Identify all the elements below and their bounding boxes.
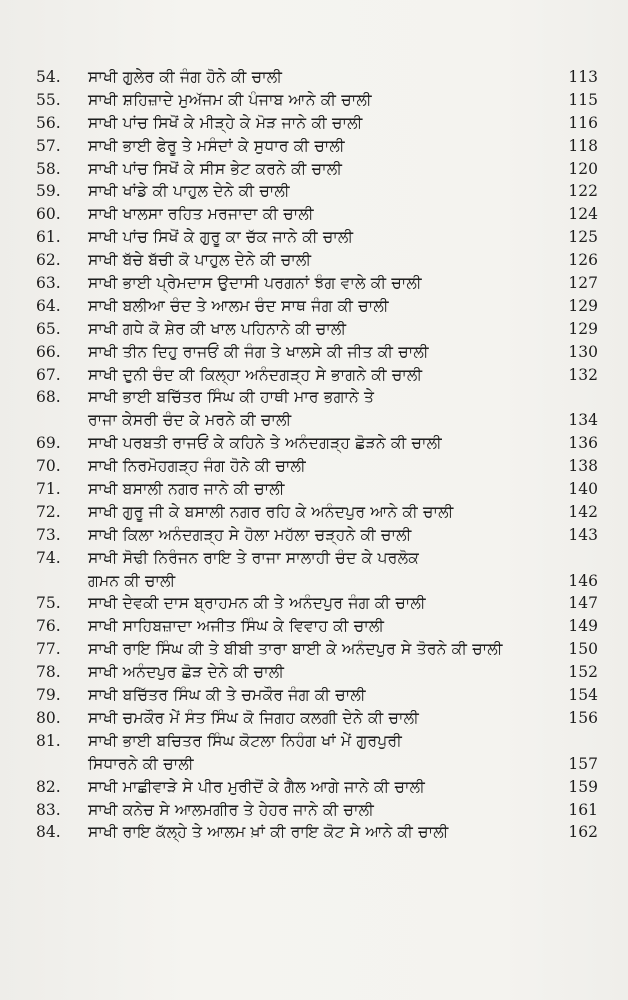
entry-number: 77. — [36, 640, 61, 659]
table-of-contents — [36, 66, 598, 844]
toc-entry-line — [36, 180, 598, 203]
toc-entry-line — [36, 478, 598, 501]
entry-number: 54. — [36, 68, 61, 86]
toc-entry-line — [36, 272, 598, 295]
toc-entry-line — [36, 753, 598, 776]
page-number: 162 — [568, 823, 598, 842]
entry-title: ਸਾਖੀ ਕਨੇਚ ਸੇ ਆਲਮਗੀਰ ਤੇ ਹੇਹਰ ਜਾਨੇ ਕੀ ਚਾਲੀ — [88, 800, 374, 819]
entry-title: ਸਾਖੀ ਬੱਚੇ ਬੱਚੀ ਕੋ ਪਾਹੁਲ ਦੇਨੇ ਕੀ ਚਾਲੀ — [88, 251, 312, 270]
toc-entry — [36, 364, 598, 387]
page-number: 132 — [568, 365, 598, 384]
toc-entry — [36, 295, 598, 318]
page-number: 147 — [568, 594, 598, 613]
toc-entry — [36, 180, 598, 203]
toc-entry-line — [36, 295, 598, 318]
entry-title: ਸਾਖੀ ਦੇਵਕੀ ਦਾਸ ਬ੍ਰਾਹਮਨ ਕੀ ਤੇ ਅਨੰਦਪੁਰ ਜੰਗ ਕੀ ਚਾਲੀ — [88, 594, 426, 613]
toc-entry-line — [36, 638, 598, 661]
entry-number: 60. — [36, 205, 61, 224]
toc-entry-line — [36, 226, 598, 249]
entry-title: ਸਾਖੀ ਮਾਛੀਵਾੜੇ ਸੇ ਪੀਰ ਮੁਰੀਦੋਂ ਕੇ ਗੈਲ ਆਗੇ ਜਾਨੇ ਕੀ ਚਾਲੀ — [88, 777, 425, 796]
toc-entry-line — [36, 592, 598, 615]
page-number: 149 — [568, 617, 598, 636]
entry-title: ਸਾਖੀ ਭਾਈ ਬਚਿੱਤਰ ਸਿੰਘ ਕੀ ਹਾਥੀ ਮਾਰ ਭਗਾਨੇ ਤੇ — [88, 388, 375, 407]
entry-title: ਸਾਖੀ ਖਾਲਸਾ ਰਹਿਤ ਮਰਜਾਦਾ ਕੀ ਚਾਲੀ — [88, 205, 314, 224]
page-number: 143 — [568, 525, 598, 544]
toc-entry-line — [36, 341, 598, 364]
toc-entry — [36, 249, 598, 272]
entry-title: ਸਾਖੀ ਗੁਲੇਰ ਕੀ ਜੰਗ ਹੋਨੇ ਕੀ ਚਾਲੀ — [88, 68, 283, 86]
toc-entry — [36, 341, 598, 364]
toc-entry — [36, 730, 598, 776]
toc-entry — [36, 203, 598, 226]
page-number: 157 — [568, 754, 598, 773]
toc-entry-line — [36, 821, 598, 844]
toc-entry — [36, 707, 598, 730]
page-number: 154 — [568, 686, 598, 705]
entry-title: ਸਾਖੀ ਤੀਨ ਦਿਹੁ ਰਾਜਓਂ ਕੀ ਜੰਗ ਤੇ ਖਾਲਸੇ ਕੀ ਜੀਤ ਕੀ ਚਾਲੀ — [88, 342, 429, 361]
entry-number: 79. — [36, 686, 61, 705]
entry-title: ਸਾਖੀ ਗੁਰੂ ਜੀ ਕੇ ਬਸਾਲੀ ਨਗਰ ਰਹਿ ਕੇ ਅਨੰਦਪੁਰ ਆਨੇ ਕੀ ਚਾਲੀ — [88, 502, 454, 521]
toc-entry-line — [36, 249, 598, 272]
entry-number: 81. — [36, 731, 61, 750]
page-number: 127 — [568, 274, 598, 293]
toc-entry — [36, 547, 598, 593]
entry-title: ਸਾਖੀ ਖਾਂਡੇ ਕੀ ਪਾਹੁਲ ਦੇਨੇ ਕੀ ਚਾਲੀ — [88, 182, 290, 201]
entry-number: 55. — [36, 90, 61, 109]
page-number: 150 — [568, 640, 598, 659]
page-number: 113 — [568, 68, 598, 86]
entry-title: ਸਾਖੀ ਨਿਰਮੋਹਗੜ੍ਹ ਜੰਗ ਹੋਨੇ ਕੀ ਚਾਲੀ — [88, 457, 306, 476]
page-number: 129 — [568, 296, 598, 315]
entry-title: ਸਾਖੀ ਦੁਨੀ ਚੰਦ ਕੀ ਕਿਲ੍ਹਾ ਅਨੰਦਗੜ੍ਹ ਸੇ ਭਾਗਨੇ ਕੀ ਚਾਲੀ — [88, 365, 423, 384]
toc-entry — [36, 501, 598, 524]
entry-number: 58. — [36, 159, 61, 178]
entry-number: 67. — [36, 365, 61, 384]
toc-entry — [36, 776, 598, 799]
toc-entry — [36, 592, 598, 615]
toc-entry — [36, 615, 598, 638]
toc-entry — [36, 455, 598, 478]
toc-entry — [36, 432, 598, 455]
entry-number: 74. — [36, 548, 61, 567]
toc-entry — [36, 661, 598, 684]
toc-entry — [36, 478, 598, 501]
entry-title: ਸਾਖੀ ਰਾਇ ਕੱਲ੍ਹੇ ਤੇ ਆਲਮ ਖ਼ਾਂ ਕੀ ਰਾਇ ਕੋਟ ਸੇ ਆਨੇ ਕੀ ਚਾਲੀ — [88, 823, 449, 842]
entry-title: ਸਾਖੀ ਬਸਾਲੀ ਨਗਰ ਜਾਨੇ ਕੀ ਚਾਲੀ — [88, 480, 285, 499]
page-number: 124 — [568, 205, 598, 224]
entry-title: ਸਾਖੀ ਪਾਂਚ ਸਿਖੋਂ ਕੇ ਗੁਰੂ ਕਾ ਚੱਕ ਜਾਨੇ ਕੀ ਚਾਲੀ — [88, 228, 354, 247]
toc-entry-line — [36, 89, 598, 112]
toc-entry — [36, 66, 598, 89]
entry-title: ਸਾਖੀ ਭਾਈ ਬਚਿਤਰ ਸਿੰਘ ਕੋਟਲਾ ਨਿਹੰਗ ਖਾਂ ਮੇਂ ਗੁਰਪੁਰੀ — [88, 731, 402, 750]
entry-title: ਸਾਖੀ ਸੋਢੀ ਨਿਰੰਜਨ ਰਾਇ ਤੇ ਰਾਜਾ ਸਾਲਾਹੀ ਚੰਦ ਕੇ ਪਰਲੋਕ — [88, 548, 420, 567]
page-number: 156 — [568, 708, 598, 727]
entry-number: 83. — [36, 800, 61, 819]
toc-entry-line — [36, 684, 598, 707]
entry-number: 80. — [36, 708, 61, 727]
entry-title: ਸਾਖੀ ਸਾਹਿਬਜ਼ਾਦਾ ਅਜੀਤ ਸਿੰਘ ਕੇ ਵਿਵਾਹ ਕੀ ਚਾਲੀ — [88, 617, 385, 636]
entry-title: ਸਾਖੀ ਗਧੇ ਕੋ ਸ਼ੇਰ ਕੀ ਖਾਲ ਪਹਿਨਾਨੇ ਕੀ ਚਾਲੀ — [88, 319, 347, 338]
toc-entry-line — [36, 364, 598, 387]
page-number: 140 — [568, 480, 598, 499]
entry-number: 69. — [36, 434, 61, 453]
entry-title: ਸਾਖੀ ਚਮਕੌਰ ਮੇਂ ਸੰਤ ਸਿੰਘ ਕੋ ਜਿਗਹ ਕਲਗੀ ਦੇਨੇ ਕੀ ਚਾਲੀ — [88, 708, 419, 727]
entry-number: 72. — [36, 502, 61, 521]
toc-entry-line — [36, 501, 598, 524]
toc-entry — [36, 524, 598, 547]
toc-entry-line — [36, 135, 598, 158]
entry-number: 82. — [36, 777, 61, 796]
entry-number: 56. — [36, 113, 61, 132]
toc-entry — [36, 638, 598, 661]
entry-number: 63. — [36, 274, 61, 293]
toc-entry — [36, 112, 598, 135]
entry-number: 61. — [36, 228, 61, 247]
toc-entry-line — [36, 707, 598, 730]
entry-title: ਸਾਖੀ ਪਾਂਚ ਸਿਖੋਂ ਕੇ ਮੀੜ੍ਹੇ ਕੇ ਮੋੜ ਜਾਨੇ ਕੀ ਚਾਲੀ — [88, 113, 363, 132]
entry-title: ਸਾਖੀ ਬਚਿੱਤਰ ਸਿੰਘ ਕੀ ਤੇ ਚਮਕੌਰ ਜੰਗ ਕੀ ਚਾਲੀ — [88, 686, 366, 705]
entry-number: 84. — [36, 823, 61, 842]
toc-entry-line — [36, 730, 598, 753]
entry-number: 62. — [36, 251, 61, 270]
page-number: 130 — [568, 342, 598, 361]
page-number: 146 — [568, 571, 598, 590]
page-number: 116 — [568, 113, 598, 132]
toc-entry-line — [36, 66, 598, 89]
toc-entry — [36, 799, 598, 822]
toc-entry — [36, 386, 598, 432]
page-number: 138 — [568, 457, 598, 476]
entry-title: ਸਾਖੀ ਪਾਂਚ ਸਿਖੋਂ ਕੇ ਸੀਸ ਭੇਟ ਕਰਨੇ ਕੀ ਚਾਲੀ — [88, 159, 343, 178]
entry-title: ਸਾਖੀ ਅਨੰਦਪੁਰ ਛੋੜ ਦੇਨੇ ਕੀ ਚਾਲੀ — [88, 663, 285, 682]
entry-number: 59. — [36, 182, 61, 201]
page-number: 134 — [568, 411, 598, 430]
toc-entry-line — [36, 776, 598, 799]
toc-entry-line — [36, 524, 598, 547]
entry-number: 66. — [36, 342, 61, 361]
entry-title: ਸਾਖੀ ਬਲੀਆ ਚੰਦ ਤੇ ਆਲਮ ਚੰਦ ਸਾਥ ਜੰਗ ਕੀ ਚਾਲੀ — [88, 296, 389, 315]
toc-entry-line — [36, 455, 598, 478]
page-number: 118 — [568, 136, 598, 155]
toc-entry-line — [36, 203, 598, 226]
entry-title: ਗਮਨ ਕੀ ਚਾਲੀ — [88, 571, 176, 590]
entry-number: 78. — [36, 663, 61, 682]
entry-title: ਸਾਖੀ ਭਾਈ ਫੇਰੂ ਤੇ ਮਸੰਦਾਂ ਕੇ ਸੁਧਾਰ ਕੀ ਚਾਲੀ — [88, 136, 345, 155]
toc-entry-line — [36, 432, 598, 455]
entry-title: ਸਾਖੀ ਭਾਈ ਪ੍ਰੇਮਦਾਸ ਉਦਾਸੀ ਪਰਗਨਾਂ ਝੰਗ ਵਾਲੇ ਕੀ ਚਾਲੀ — [88, 274, 422, 293]
entry-title: ਸਾਖੀ ਕਿਲਾ ਅਨੰਦਗੜ੍ਹ ਸੇ ਹੋਲਾ ਮਹੱਲਾ ਚੜ੍ਹਨੇ ਕੀ ਚਾਲੀ — [88, 525, 412, 544]
page-number: 152 — [568, 663, 598, 682]
toc-entry — [36, 272, 598, 295]
toc-entry-line — [36, 318, 598, 341]
toc-entry-line — [36, 615, 598, 638]
page-number: 161 — [568, 800, 598, 819]
page-number: 129 — [568, 319, 598, 338]
entry-title: ਸਿਧਾਰਨੇ ਕੀ ਚਾਲੀ — [88, 754, 194, 773]
entry-number: 57. — [36, 136, 61, 155]
entry-number: 70. — [36, 457, 61, 476]
entry-number: 71. — [36, 480, 61, 499]
toc-entry-line — [36, 570, 598, 593]
toc-entry — [36, 821, 598, 844]
toc-entry-line — [36, 409, 598, 432]
toc-entry-line — [36, 158, 598, 181]
page-number: 125 — [568, 228, 598, 247]
entry-number: 73. — [36, 525, 61, 544]
toc-entry-line — [36, 547, 598, 570]
toc-entry — [36, 135, 598, 158]
page-number: 136 — [568, 434, 598, 453]
entry-number: 75. — [36, 594, 61, 613]
page-number: 120 — [568, 159, 598, 178]
page-number: 126 — [568, 251, 598, 270]
page-number: 159 — [568, 777, 598, 796]
toc-entry — [36, 318, 598, 341]
toc-entry-line — [36, 386, 598, 409]
toc-entry-line — [36, 112, 598, 135]
entry-title: ਸਾਖੀ ਪਰਬਤੀ ਰਾਜਓਂ ਕੇ ਕਹਿਨੇ ਤੇ ਅਨੰਦਗੜ੍ਹ ਛੋੜਨੇ ਕੀ ਚਾਲੀ — [88, 434, 442, 453]
entry-title: ਸਾਖੀ ਸ਼ਹਿਜ਼ਾਦੇ ਮੁਅੱਜਮ ਕੀ ਪੰਜਾਬ ਆਨੇ ਕੀ ਚਾਲੀ — [88, 90, 372, 109]
page-number: 142 — [568, 502, 598, 521]
toc-entry — [36, 226, 598, 249]
toc-entry — [36, 684, 598, 707]
entry-number: 68. — [36, 388, 61, 407]
toc-entry-line — [36, 661, 598, 684]
entry-number: 64. — [36, 296, 61, 315]
entry-title: ਰਾਜਾ ਕੇਸਰੀ ਚੰਦ ਕੇ ਮਰਨੇ ਕੀ ਚਾਲੀ — [88, 411, 292, 430]
entry-number: 65. — [36, 319, 61, 338]
page-number: 122 — [568, 182, 598, 201]
toc-entry-line — [36, 799, 598, 822]
entry-title: ਸਾਖੀ ਰਾਇ ਸਿੰਘ ਕੀ ਤੇ ਬੀਬੀ ਤਾਰਾ ਬਾਈ ਕੇ ਅਨੰਦਪੁਰ ਸੇ ਤੋਰਨੇ ਕੀ ਚਾਲੀ — [88, 640, 503, 659]
toc-entry — [36, 158, 598, 181]
toc-entry — [36, 89, 598, 112]
entry-number: 76. — [36, 617, 61, 636]
page-number: 115 — [568, 90, 598, 109]
